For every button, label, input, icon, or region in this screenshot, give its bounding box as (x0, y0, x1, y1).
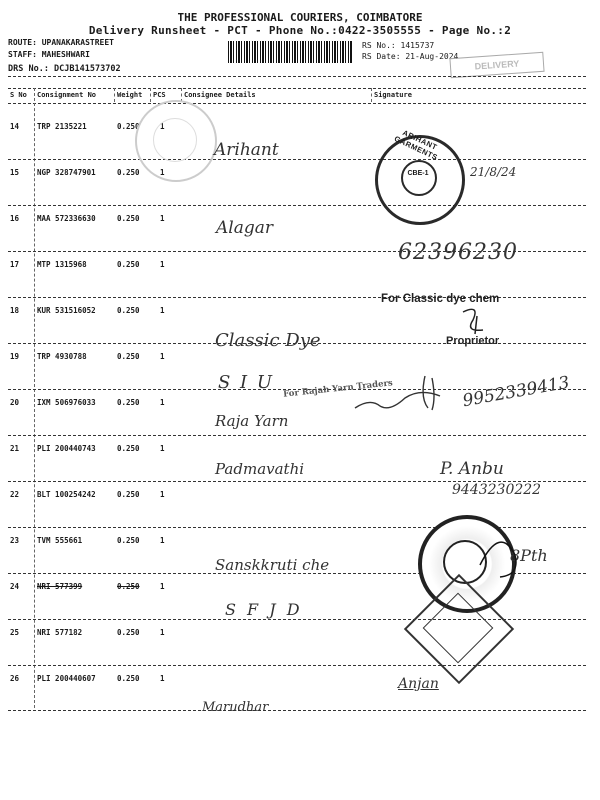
row-consignment: TVM 555661 (37, 536, 83, 545)
hw-date: 21/8/24 (470, 165, 517, 179)
hw-phone3: 9443230222 (452, 482, 542, 498)
row-consignment: PLI 200440743 (37, 444, 96, 453)
staff-label: STAFF: MAHESHWARI (8, 50, 90, 59)
row-consignment: TRP 2135221 (37, 122, 87, 131)
hw-alagar: Alagar (216, 218, 273, 238)
row-weight: 0.250 (117, 260, 140, 269)
row-sno: 21 (10, 444, 20, 453)
hw-classic: Classic Dye (215, 330, 321, 351)
row-consignment: MTP 1315968 (37, 260, 87, 269)
col-consignment: Consignment No (37, 91, 97, 99)
row-pcs: 1 (160, 168, 165, 177)
hw-padmavathi: Padmavathi (215, 460, 305, 478)
hw-phone1: 62396230 (398, 240, 518, 265)
row-weight: 0.250 (117, 628, 140, 637)
column-header-top (8, 88, 586, 89)
row-pcs: 1 (160, 628, 165, 637)
column-divider (34, 88, 35, 708)
row-pcs: 1 (160, 490, 165, 499)
row-weight: 0.250 (117, 490, 140, 499)
row-pcs: 1 (160, 444, 165, 453)
row-sno: 23 (10, 536, 20, 545)
document-title: THE PROFESSIONAL COURIERS, COIMBATORE (177, 11, 423, 24)
row-consignment: IXM 506976033 (37, 398, 96, 407)
seal-signature (470, 515, 530, 585)
row-sno: 17 (10, 260, 20, 269)
hw-marudhar: Marudhar (202, 700, 269, 715)
row-weight: 0.250 (117, 214, 140, 223)
row-weight: 0.250 (117, 352, 140, 361)
document-subtitle: Delivery Runsheet - PCT - Phone No.:0422-3505555 - Page No.:2 (88, 24, 512, 37)
row-divider (8, 710, 586, 711)
rs-number: RS No.: 1415737 (362, 41, 435, 50)
barcode (228, 41, 353, 63)
row-weight: 0.250 (117, 168, 140, 177)
row-sno: 19 (10, 352, 20, 361)
row-sno: 20 (10, 398, 20, 407)
row-divider (8, 297, 586, 298)
row-consignment: NRI 577182 (37, 628, 83, 637)
row-consignment: KUR 531516052 (37, 306, 96, 315)
row-weight: 0.250 (117, 398, 140, 407)
hw-sanskkruti: Sanskkruti che (215, 556, 330, 574)
row-weight: 0.250 (117, 306, 140, 315)
row-pcs: 1 (160, 582, 165, 591)
row-sno: 25 (10, 628, 20, 637)
row-pcs: 1 (160, 398, 165, 407)
row-divider (8, 159, 586, 160)
row-consignment: NRI 577399 (37, 582, 83, 591)
faint-seal-inner (153, 118, 197, 162)
garments-seal-inner (401, 160, 437, 196)
row-sno: 26 (10, 674, 20, 683)
column-header-bottom (8, 103, 586, 104)
drs-number: DRS No.: DCJB141573702 (8, 64, 121, 74)
row-sno: 16 (10, 214, 20, 223)
classic-stamp-line1: For Classic dye chem (381, 293, 500, 305)
row-divider (8, 665, 586, 666)
hw-siu: S I U (218, 372, 275, 393)
raja-signature (350, 368, 460, 418)
row-sno: 14 (10, 122, 20, 131)
col-signature: Signature (374, 91, 412, 99)
garments-label: ARIHANT GARMENTS (392, 127, 440, 163)
row-pcs: 1 (160, 260, 165, 269)
row-weight: 0.250 (117, 122, 140, 131)
column-divider (371, 88, 372, 102)
row-consignment: TRP 4930788 (37, 352, 87, 361)
classic-stamp-line2: Proprietor (446, 335, 500, 347)
row-pcs: 1 (160, 352, 165, 361)
delivery-stamp: DELIVERY (449, 52, 544, 79)
cbe-label: CBE-1 (407, 170, 429, 177)
hw-eight: 8Pth (510, 546, 548, 565)
row-pcs: 1 (160, 536, 165, 545)
row-weight: 0.250 (117, 674, 140, 683)
row-consignment: MAA 572336630 (37, 214, 96, 223)
column-divider (114, 88, 115, 102)
row-sno: 24 (10, 582, 20, 591)
row-pcs: 1 (160, 214, 165, 223)
row-pcs: 1 (160, 306, 165, 315)
hw-anjan: Anjan (398, 676, 439, 692)
row-sno: 22 (10, 490, 20, 499)
row-weight: 0.250 (117, 582, 140, 591)
row-pcs: 1 (160, 674, 165, 683)
hw-raja: Raja Yarn (215, 412, 289, 430)
row-sno: 15 (10, 168, 20, 177)
header-divider (8, 76, 586, 77)
hw-arihant: Arihant (214, 140, 279, 160)
col-consignee: Consignee Details (184, 91, 256, 99)
row-sno: 18 (10, 306, 20, 315)
route-label: ROUTE: UPANAKARASTREET (8, 38, 114, 47)
classic-signature (455, 300, 495, 340)
row-divider (8, 205, 586, 206)
rajah-stamp: For Rajah Yarn Traders (282, 378, 394, 400)
col-weight: Weight (117, 91, 143, 99)
row-weight: 0.250 (117, 444, 140, 453)
hw-phone2: 9952339413 (461, 372, 572, 412)
row-pcs: 1 (160, 122, 165, 131)
row-weight: 0.250 (117, 536, 140, 545)
hw-p-anbu: P. Anbu (440, 459, 504, 479)
row-consignment: BLT 100254242 (37, 490, 96, 499)
col-pcs: PCS (153, 91, 166, 99)
row-consignment: NGP 328747901 (37, 168, 96, 177)
column-divider (150, 88, 151, 102)
col-sno: S No (10, 91, 27, 99)
row-divider (8, 435, 586, 436)
hw-sfjd: S F J D (225, 600, 303, 619)
row-consignment: PLI 200440607 (37, 674, 96, 683)
rs-date: RS Date: 21-Aug-2024 (362, 52, 459, 61)
